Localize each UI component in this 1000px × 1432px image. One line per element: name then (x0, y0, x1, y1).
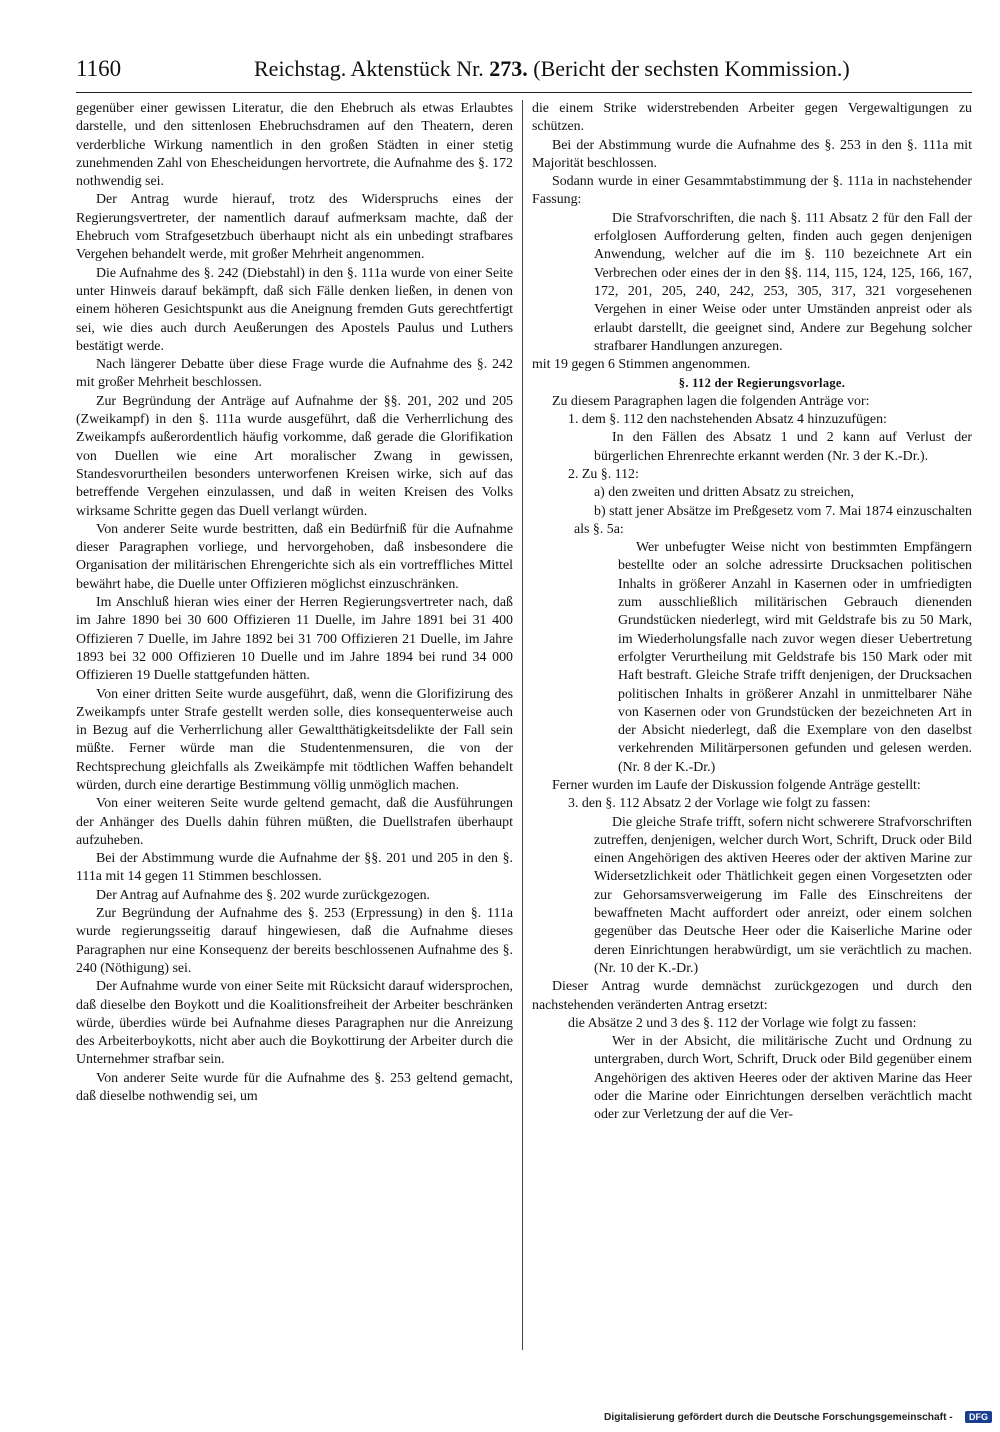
paragraph: Die Aufnahme des §. 242 (Diebstahl) in den §. 111a wurde von einer Seite unter Hinweis darauf bekämpft, daß sich Fälle denken ließen, in denen von einem höheren Gesichtspunkt aus die Aneignung fremden Guts gerechtfertigt sei, wie dies auch durch Aeußerungen des Apostels Paulus und Luthers bestätigt werde. (76, 265, 513, 354)
quoted-provision (594, 814, 972, 979)
motion-item: die Absätze 2 und 3 des §. 112 der Vorlage wie folgt zu fassen: (568, 1015, 917, 1031)
quoted-provision (594, 429, 972, 466)
motion-item: 2. Zu §. 112: (568, 466, 639, 482)
running-title-number: 273. (489, 56, 528, 81)
paragraph: Von einer weiteren Seite wurde geltend gemacht, daß die Ausführungen der Anhänger des Duells dahin führen müßten, die Duellstrafen überhaupt aufzuheben. (76, 796, 513, 848)
paragraph: Im Anschluß hieran wies einer der Herren Regierungsvertreter nach, daß im Jahre 1890 bei 30 600 Offizieren 11 Duelle, im Jahre 1891 bei 31 400 Offizieren 7 Duelle, im Jahre 1892 bei 31 700 Offizieren 21 Duelle, im Jahre 1893 bei 32 000 Offizieren 10 Duelle und im Jahre 1894 bei rund 34 000 Offizieren 19 Duelle stattgefunden hätten. (76, 595, 513, 684)
paragraph: Nach längerer Debatte über diese Frage wurde die Aufnahme des §. 242 mit großer Mehrheit beschlossen. (76, 357, 513, 391)
running-title-left: Reichstag. Aktenstück Nr. (254, 56, 490, 81)
paragraph: Bei der Abstimmung wurde die Aufnahme der §§. 201 und 205 in den §. 111a mit 14 gegen 11 Stimmen beschlossen. (76, 851, 513, 885)
dfg-logo-icon: DFG (965, 1411, 992, 1423)
paragraph: Zur Begründung der Anträge auf Aufnahme der §§. 201, 202 und 205 (Zweikampf) in den §. 111a wurde ausgeführt, daß die Verherrlichung des Zweikampfs außerordentlich häufig vorkomme, daß gerade die Glorifikation von Duellen wie eine Art moralischer Zwang in gewissen, Standesvorurtheilen besonders unterworfenen Kreisen wirke, sich auf das betreffende Vergehen einzulassen, und daß in weiten Kreisen des Volks wirksame Schritte gegen das Duell verlangt würden. (76, 393, 513, 519)
paragraph: Von anderer Seite wurde für die Aufnahme des §. 253 geltend gemacht, daß dieselbe nothwendig sei, um (76, 1070, 513, 1105)
paragraph: Zu diesem Paragraphen lagen die folgenden Anträge vor: (552, 393, 870, 409)
paragraph: Der Aufnahme wurde von einer Seite mit Rücksicht darauf widersprochen, daß dieselbe den Boykott und die Koalitionsfreiheit der Arbeiter beschränken würde, überdies würde bei Aufnahme dieses Paragraphen nur die Anreizung des Arbeiterboykotts, nicht aber auch die Boykottirung der Arbeiter durch die Unternehmer strafbar sein. (76, 979, 513, 1068)
footer-credit (604, 1412, 996, 1428)
quoted-text: In den Fällen des Absatz 1 und 2 kann auf Verlust der bürgerlichen Ehrenrechte erkannt werden (Nr. 3 der K.-Dr.). (594, 430, 972, 464)
paragraph: Der Antrag wurde hierauf, trotz des Widerspruchs eines der Regierungsvertreter, der namentlich darauf aufmerksam machte, daß der Ehebruch vom Strafgesetzbuch überhaupt nicht als ein unbedingt strafbares Vergehen behandelt werde, mit großer Mehrheit angenommen. (76, 192, 513, 263)
page-header (76, 54, 972, 88)
quoted-text: Die Strafvorschriften, die nach §. 111 Absatz 2 für den Fall der erfolglosen Aufforderung gelten, finden auch gegen denjenigen Anwendung, welcher auf die im §. 110 bezeichnete Art ein Verbrechen oder eines der in den §§. 114, 115, 124, 125, 166, 167, 172, 201, 205, 240, 242, 253, 305, 317, 321 vorgesehenen Vergehen in einer Weise oder unter Umständen anpreist oder als erlaubt darstellt, die geeignet sind, Andere zur Begehung solcher strafbarer Handlungen anzuregen. (594, 210, 972, 354)
paragraph: Von anderer Seite wurde bestritten, daß ein Bedürfniß für die Aufnahme dieser Paragraphen vorliege, und hervorgehoben, daß insbesondere die Organisation der militärischen Ehrengerichte sich als ein vortreffliches Mittel bewährt habe, die Duelle unter Offizieren möglichst einzuschränken. (76, 521, 513, 592)
paragraph: gegenüber einer gewissen Literatur, die den Ehebruch als etwas Erlaubtes darstelle, und den sittenlosen Ehebruchsdramen auf den Theatern, deren verderbliche Wirkung namentlich in den großen Städten in einer stetig zunehmenden Zahl von Ehescheidungen hervortrete, die Aufnahme des §. 172 nothwendig sei. (76, 101, 513, 190)
running-title-right: (Bericht der sechsten Kommission.) (527, 56, 850, 81)
quoted-text: Wer unbefugter Weise nicht von bestimmten Empfängern bestellte oder an solche adressirte Drucksachen politischen Inhalts in größerer Anzahl in Kasernen oder in umfriedigten zum ausschließlich militärischen Gebrauch dienenden Grundstücken niederlegt, wird mit Geldstrafe bis zu 50 Mark, im Wiederholungsfalle nach zuvor wegen dieser Uebertretung erfolgter Verurtheilung mit Geldstrafe bis 150 Mark oder mit Haft bestraft. Gleiche Strafe trifft denjenigen, der Drucksachen politischen Inhalts in größerer Anzahl in unmittelbarer Nähe von Kasernen oder von Grundstücken der bezeichneten Art in der Absicht niederlegt, daß die Exemplare von den daselbst verkehrenden Militärpersonen gefunden und gelesen werden. (Nr. 8 der K.-Dr.) (618, 540, 972, 775)
quoted-text: Die gleiche Strafe trifft, sofern nicht schwerere Strafvorschriften zutreffen, denjenigen, welcher durch Wort, Schrift, Druck oder Bild einen Angehörigen des aktiven Heeres oder der aktiven Marine zur Widersetzlichkeit oder Thätlichkeit gegen einen Vorgesetzten oder zur Gehorsamsverweigerung im Falle des Einschreitens der bewaffneten Macht auffordert oder anreizt, oder einem solchen gegenüber das Deutsche Heer oder die Kaiserliche Marine oder deren Einrichtungen herabwürdigt, um sie verächtlich zu machen. (Nr. 10 der K.-Dr.) (594, 814, 972, 976)
paragraph: Ferner wurden im Laufe der Diskussion folgende Anträge gestellt: (552, 777, 921, 793)
quoted-provision (618, 539, 972, 777)
footer-text: Digitalisierung gefördert durch die Deutsche Forschungsgemeinschaft - (604, 1412, 953, 1423)
paragraph: mit 19 gegen 6 Stimmen angenommen. (532, 357, 751, 373)
paragraph: die einem Strike widerstrebenden Arbeiter gegen Vergewaltigungen zu schützen. (532, 101, 972, 135)
header-rule (76, 92, 972, 93)
motion-item: 3. den §. 112 Absatz 2 der Vorlage wie folgt zu fassen: (568, 796, 871, 812)
quoted-provision (594, 1033, 972, 1124)
right-column (532, 100, 972, 1125)
section-heading: §. 112 der Regierungsvorlage. (678, 376, 846, 391)
motion-item: 1. dem §. 112 den nachstehenden Absatz 4 hinzuzufügen: (568, 412, 887, 428)
paragraph: Bei der Abstimmung wurde die Aufnahme des §. 253 in den §. 111a mit Majorität beschlossen. (532, 137, 972, 171)
paragraph: Dieser Antrag wurde demnächst zurückgezogen und durch den nachstehenden veränderten Antrag ersetzt: (532, 979, 972, 1013)
paragraph: Zur Begründung der Aufnahme des §. 253 (Erpressung) in den §. 111a wurde regierungsseitig darauf hingewiesen, daß die Aufnahme dieses Paragraphen nur eine Konsequenz der bereits beschlossenen Aufnahme des §. 240 (Nöthigung) sei. (76, 906, 513, 976)
paragraph: Der Antrag auf Aufnahme des §. 202 wurde zurückgezogen. (96, 887, 431, 903)
paragraph: Von einer dritten Seite wurde ausgeführt, daß, wenn die Glorifizirung des Zweikampfs unter Strafe gestellt werden solle, dies konsequenterweise auch in Bezug auf die Verherrlichung aller Gewaltthätigkeitsdelikte der Fall sein müßte. Ferner würde man die Studentenmensuren, die von der Rechtsprechung gleichfalls als Zweikämpfe mit tödtlichen Waffen behandelt würden, durch eine derartige Bestimmung völlig unmöglich machen. (76, 686, 513, 793)
quoted-text: Wer in der Absicht, die militärische Zucht und Ordnung zu untergraben, durch Wort, Schrift, Druck oder Bild gegenüber einem Angehörigen des aktiven Heeres oder der aktiven Marine das Heer oder die Marine oder Einrichtungen derselben verächtlich macht oder zur Verletzung der auf die Ver- (594, 1034, 972, 1123)
page-number: 1160 (76, 56, 122, 81)
motion-item: b) statt jener Absätze im Preßgesetz vom 7. Mai 1874 einzuschalten als §. 5a: (574, 503, 972, 537)
quoted-provision (594, 210, 972, 356)
running-title (254, 56, 850, 82)
column-divider (522, 100, 523, 1350)
left-column (76, 100, 513, 1106)
paragraph: Sodann wurde in einer Gesammtabstimmung der §. 111a in nachstehender Fassung: (532, 174, 972, 208)
motion-item: a) den zweiten und dritten Absatz zu streichen, (594, 485, 854, 501)
